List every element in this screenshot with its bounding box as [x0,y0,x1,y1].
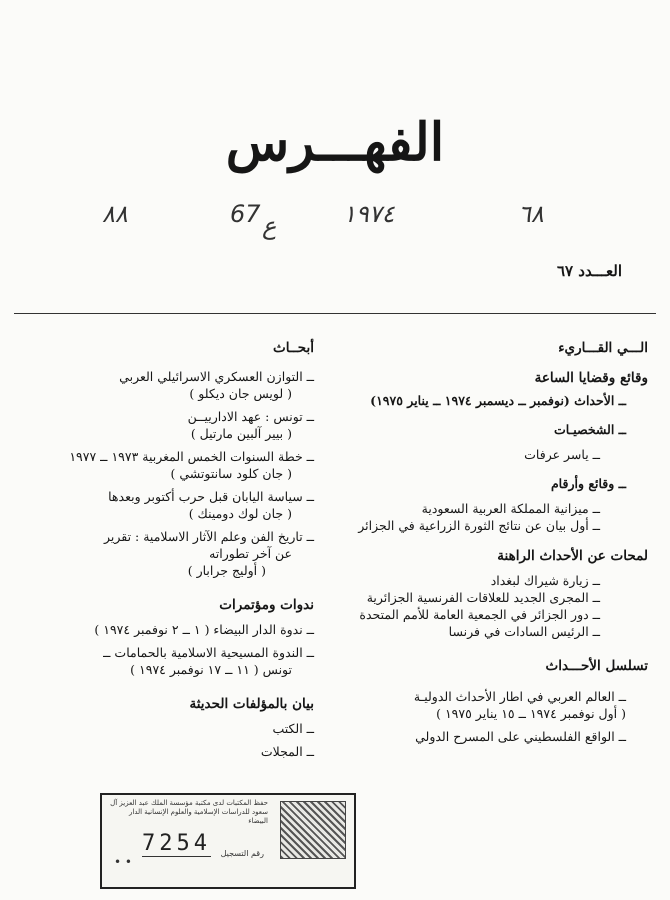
toc-entry-arab-world-dates: ( أول نوفمبر ١٩٧٤ ــ ١٥ يناير ١٩٧٥ ) [436,706,626,721]
section-heading-facts: وقائع وقضايا الساعة [534,370,648,386]
toc-entry-saudi-budget: ــ ميزانية المملكة العربية السعودية [421,501,600,516]
divider-line [14,313,656,314]
toc-entry-personalities: ــ الشخصيـات [553,422,626,437]
toc-entry-algeria-agrarian: ــ أول بيان عن نتائج الثورة الزراعية في الجزائر [358,518,600,533]
toc-entry-moroccan-plan: ــ خطة السنوات الخمس المغربية ١٩٧٣ ــ ١٩٧٧ [69,449,314,464]
handwritten-note-4: ١٩٧٤ [343,200,395,228]
section-heading-research: أبحــاث [273,340,314,356]
toc-entry-islamic-art-cont: عن آخر تطوراته [209,546,292,561]
stamp-text: حفظ المكتبات لدى مكتبة مؤسسة الملك عبد العزيز آل سعود للدراسات الإسلامية والعلوم الإنسانية الدار البيضاء [110,799,268,825]
stamp-dots: • • [114,855,132,869]
section-heading-sequence: تسلسل الأحـــداث [545,658,648,674]
toc-entry-islamic-art: ــ تاريخ الفن وعلم الآثار الاسلامية : تقرير [104,529,314,544]
section-heading-seminars: ندوات ومؤتمرات [219,597,314,613]
toc-author-plan: ( جان كلود سانتوتشي ) [170,466,292,481]
toc-author-art: ( أوليج جرابار ) [187,563,266,578]
page-title: الفهـــرس [225,112,445,173]
toc-entry-france-algeria: ــ المجرى الجديد للعلاقات الفرنسية الجزائرية [366,590,600,605]
stamp-emblem-icon [280,801,346,859]
handwritten-note-2: 67 [230,200,261,228]
toc-entry-japan: ــ سياسة اليابان قبل حرب أكتوبر وبعدها [108,489,314,504]
toc-author-tunisia: ( بيير آلبين مارتيل ) [190,426,292,441]
toc-entry-palestinian: ــ الواقع الفلسطيني على المسرح الدولي [415,729,626,744]
toc-entry-military-balance: ــ التوازن العسكري الاسرائيلي العربي [119,369,314,384]
toc-author-japan: ( جان لوك دومينك ) [188,506,292,521]
toc-entry-events: ــ الأحداث (نوفمبر ــ ديسمبر ١٩٧٤ ــ يناير ١٩٧٥) [370,393,626,408]
toc-author-balance: ( لويس جان ديكلو ) [189,386,292,401]
toc-entry-sadat-france: ــ الرئيس السادات في فرنسا [448,624,600,639]
toc-entry-yasser-arafat: ــ ياسر عرفات [524,447,600,462]
toc-entry-christian-islamic-dates: تونس ( ١١ ــ ١٧ نوفمبر ١٩٧٤ ) [130,662,292,677]
toc-entry-tunisia: ــ تونس : عهد الادارييــن [187,409,314,424]
toc-entry-algeria-un: ــ دور الجزائر في الجمعية العامة للأمم المتحدة [359,607,600,622]
library-stamp [100,793,356,889]
section-heading-reader: الـــي القـــاريء [558,340,648,356]
section-heading-glimpses: لمحات عن الأحداث الراهنة [497,548,648,564]
section-heading-recent-works: بيان بالمؤلفات الحديثة [189,696,314,712]
issue-number: العـــدد ٦٧ [556,262,622,280]
handwritten-note-5: ٦٨ [518,200,544,228]
stamp-registration-number: 7254 [142,831,211,856]
toc-entry-magazines: ــ المجلات [260,744,314,759]
toc-entry-facts-numbers: ــ وقائع وأرقام [550,476,626,491]
handwritten-note-1: ٨٨ [102,200,128,228]
contents-right-column [330,340,648,745]
toc-entry-chirac-baghdad: ــ زيارة شيراك لبغداد [490,573,600,588]
handwritten-note-3: ع [262,212,277,240]
toc-entry-casablanca: ــ ندوة الدار البيضاء ( ١ ــ ٢ نوفمبر ١٩٧٤ ) [94,622,314,637]
contents-left-column [14,340,314,760]
stamp-registration-label: رقم التسجيل [220,849,264,858]
toc-entry-books: ــ الكتب [272,721,314,736]
toc-entry-christian-islamic: ــ الندوة المسيحية الاسلامية بالحمامات ــ [103,645,314,660]
toc-entry-arab-world: ــ العالم العربي في اطار الأحداث الدوليـة [413,689,626,704]
